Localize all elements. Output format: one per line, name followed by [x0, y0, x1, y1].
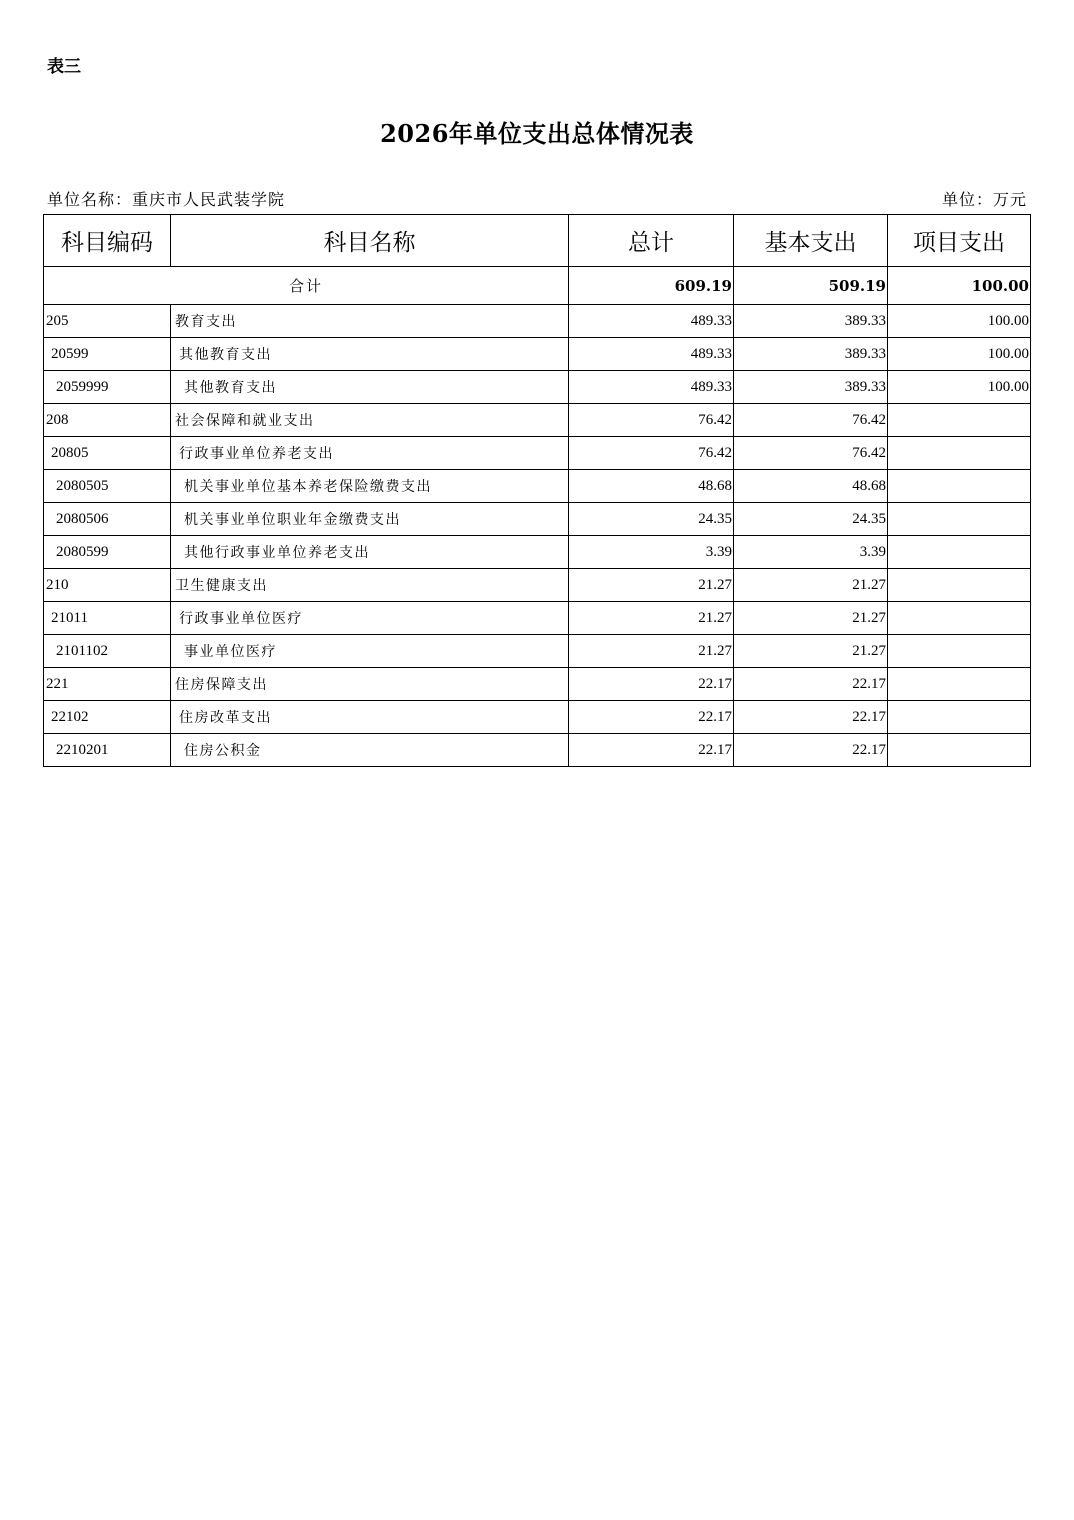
- row-name: 教育支出: [171, 305, 569, 338]
- row-code: 20805: [44, 437, 171, 470]
- row-project: [888, 503, 1031, 536]
- row-total: 21.27: [569, 569, 734, 602]
- row-project: [888, 701, 1031, 734]
- row-total: 3.39: [569, 536, 734, 569]
- row-basic: 22.17: [734, 734, 888, 767]
- row-name: 其他教育支出: [171, 371, 569, 404]
- table-row: [44, 305, 1031, 338]
- row-basic: 24.35: [734, 503, 888, 536]
- table-row: [44, 338, 1031, 371]
- table-number: 表三: [47, 57, 81, 77]
- row-total: 21.27: [569, 635, 734, 668]
- row-code: 22102: [44, 701, 171, 734]
- table-row: [44, 503, 1031, 536]
- row-name: 住房公积金: [171, 734, 569, 767]
- column-header-name: 科目名称: [171, 215, 569, 267]
- row-code: 21011: [44, 602, 171, 635]
- row-code: 2080505: [44, 470, 171, 503]
- row-total: 22.17: [569, 734, 734, 767]
- row-project: [888, 404, 1031, 437]
- total-row: [44, 267, 1031, 305]
- row-project: [888, 536, 1031, 569]
- row-basic: 389.33: [734, 371, 888, 404]
- unit-name: 单位名称：重庆市人民武装学院: [47, 190, 286, 209]
- total-sum: 609.19: [569, 267, 734, 305]
- row-total: 76.42: [569, 404, 734, 437]
- column-header-project: 项目支出: [888, 215, 1031, 267]
- row-basic: 3.39: [734, 536, 888, 569]
- total-label: 合计: [44, 267, 569, 305]
- row-basic: 76.42: [734, 437, 888, 470]
- row-name: 事业单位医疗: [171, 635, 569, 668]
- row-total: 76.42: [569, 437, 734, 470]
- row-project: [888, 668, 1031, 701]
- table-row: [44, 470, 1031, 503]
- row-name: 行政事业单位医疗: [171, 602, 569, 635]
- row-basic: 21.27: [734, 635, 888, 668]
- row-project: 100.00: [888, 338, 1031, 371]
- column-header-code: 科目编码: [44, 215, 171, 267]
- table-row: [44, 569, 1031, 602]
- table-row: [44, 536, 1031, 569]
- row-code: 205: [44, 305, 171, 338]
- row-name: 社会保障和就业支出: [171, 404, 569, 437]
- row-name: 住房保障支出: [171, 668, 569, 701]
- row-name: 其他教育支出: [171, 338, 569, 371]
- row-name: 住房改革支出: [171, 701, 569, 734]
- currency-unit: 单位：万元: [941, 190, 1027, 209]
- row-basic: 21.27: [734, 569, 888, 602]
- row-project: [888, 569, 1031, 602]
- row-basic: 48.68: [734, 470, 888, 503]
- row-code: 208: [44, 404, 171, 437]
- row-code: 221: [44, 668, 171, 701]
- row-code: 210: [44, 569, 171, 602]
- row-project: [888, 734, 1031, 767]
- row-basic: 21.27: [734, 602, 888, 635]
- table-row: [44, 404, 1031, 437]
- total-basic: 509.19: [734, 267, 888, 305]
- row-code: 2210201: [44, 734, 171, 767]
- row-name: 卫生健康支出: [171, 569, 569, 602]
- row-name: 其他行政事业单位养老支出: [171, 536, 569, 569]
- row-name: 机关事业单位基本养老保险缴费支出: [171, 470, 569, 503]
- row-project: [888, 470, 1031, 503]
- table-row: [44, 635, 1031, 668]
- row-basic: 22.17: [734, 668, 888, 701]
- row-name: 机关事业单位职业年金缴费支出: [171, 503, 569, 536]
- column-header-total: 总计: [569, 215, 734, 267]
- total-project: 100.00: [888, 267, 1031, 305]
- expenditure-table: [43, 214, 1031, 767]
- row-basic: 22.17: [734, 701, 888, 734]
- row-total: 22.17: [569, 701, 734, 734]
- row-project: [888, 635, 1031, 668]
- table-row: [44, 734, 1031, 767]
- row-code: 2080506: [44, 503, 171, 536]
- row-basic: 389.33: [734, 305, 888, 338]
- row-total: 22.17: [569, 668, 734, 701]
- row-project: [888, 437, 1031, 470]
- table-row: [44, 437, 1031, 470]
- table-row: [44, 371, 1031, 404]
- row-total: 489.33: [569, 371, 734, 404]
- row-basic: 76.42: [734, 404, 888, 437]
- row-code: 2059999: [44, 371, 171, 404]
- page-title: 2026年单位支出总体情况表: [380, 119, 694, 148]
- row-total: 24.35: [569, 503, 734, 536]
- table-row: [44, 668, 1031, 701]
- row-total: 489.33: [569, 305, 734, 338]
- row-code: 2080599: [44, 536, 171, 569]
- row-total: 489.33: [569, 338, 734, 371]
- row-name: 行政事业单位养老支出: [171, 437, 569, 470]
- row-total: 21.27: [569, 602, 734, 635]
- row-basic: 389.33: [734, 338, 888, 371]
- table-row: [44, 701, 1031, 734]
- row-project: 100.00: [888, 371, 1031, 404]
- column-header-basic: 基本支出: [734, 215, 888, 267]
- table-header-row: [44, 215, 1031, 267]
- row-project: [888, 602, 1031, 635]
- row-code: 20599: [44, 338, 171, 371]
- row-project: 100.00: [888, 305, 1031, 338]
- row-total: 48.68: [569, 470, 734, 503]
- row-code: 2101102: [44, 635, 171, 668]
- table-row: [44, 602, 1031, 635]
